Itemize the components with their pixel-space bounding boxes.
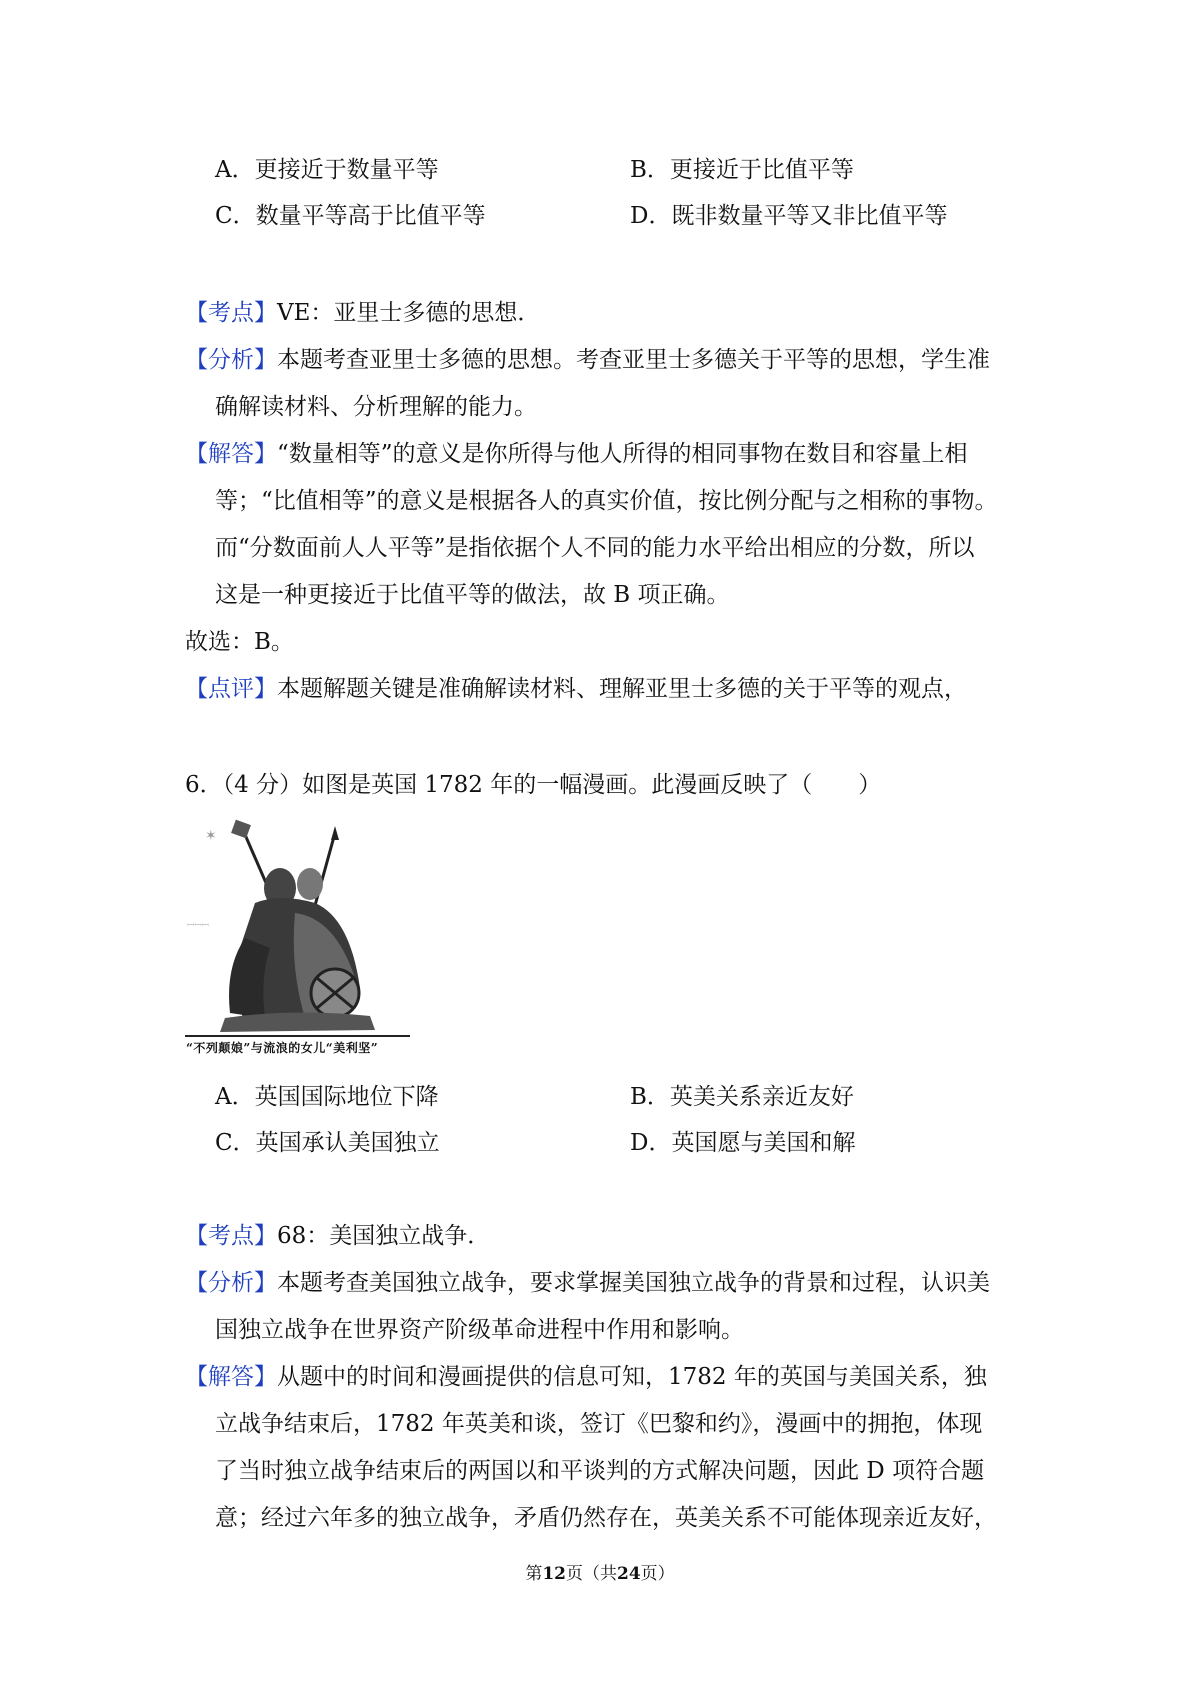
fenxi-tag: 【分析】 — [185, 347, 277, 373]
footer-prefix: 第 — [525, 1564, 543, 1584]
jieda-line: 而“分数面前人人平等”是指依据个人不同的能力水平给出相应的分数，所以 — [215, 535, 975, 561]
jieda-line: “数量相等”的意义是你所得与他人所得的相同事物在数目和容量上相 — [277, 441, 968, 467]
kaodian-text: 68：美国独立战争． — [277, 1223, 491, 1249]
q6-fenxi — [185, 1266, 990, 1300]
fenxi-line: 确解读材料、分析理解的能力。 — [215, 394, 537, 420]
kaodian-tag: 【考点】 — [185, 300, 277, 326]
q5-dianping — [185, 672, 967, 706]
jieda-tag: 【解答】 — [185, 441, 277, 467]
fenxi-line: 本题考查亚里士多德的思想。考查亚里士多德关于平等的思想，学生准 — [277, 347, 990, 373]
cartoon-caption: “不列颠娘”与流浪的女儿“美利坚” — [186, 1041, 379, 1055]
q6-option-b: B．英美关系亲近友好 — [630, 1084, 854, 1110]
svg-text:ꟷꟷꟷ: ꟷꟷꟷ — [187, 921, 209, 931]
jieda-line: 立战争结束后，1782 年英美和谈，签订《巴黎和约》，漫画中的拥抱，体现 — [215, 1411, 983, 1437]
jieda-line: 这是一种更接近于比值平等的做法，故 B 项正确。 — [215, 582, 730, 608]
page-number: 12 — [542, 1564, 566, 1584]
fenxi-tag: 【分析】 — [185, 1270, 277, 1296]
svg-text:✶: ✶ — [205, 828, 217, 844]
q5-fenxi — [185, 343, 990, 377]
q5-jieda — [185, 437, 968, 471]
kaodian-tag: 【考点】 — [185, 1223, 277, 1249]
q6-option-c: C．英国承认美国独立 — [215, 1130, 440, 1156]
q5-option-b: B．更接近于比值平等 — [630, 157, 854, 183]
jieda-line: 意；经过六年多的独立战争，矛盾仍然存在，英美关系不可能体现亲近友好， — [215, 1505, 997, 1531]
page-footer — [0, 1562, 1200, 1586]
q5-option-c: C．数量平等高于比值平等 — [215, 203, 486, 229]
footer-suffix: 页） — [640, 1564, 675, 1584]
q6-stem: 6．（4 分）如图是英国 1782 年的一幅漫画。此漫画反映了（ ） — [185, 772, 882, 798]
dianping-tag: 【点评】 — [185, 676, 277, 702]
total-pages: 24 — [617, 1564, 641, 1584]
q5-kaodian — [185, 296, 540, 330]
jieda-line: 从题中的时间和漫画提供的信息可知，1782 年的英国与美国关系，独 — [277, 1364, 987, 1390]
jieda-tag: 【解答】 — [185, 1364, 277, 1390]
dianping-text: 本题解题关键是准确解读材料、理解亚里士多德的关于平等的观点， — [277, 676, 967, 702]
fenxi-line: 国独立战争在世界资产阶级革命进程中作用和影响。 — [215, 1317, 744, 1343]
q6-kaodian — [185, 1219, 490, 1253]
jieda-line: 了当时独立战争结束后的两国以和平谈判的方式解决问题，因此 D 项符合题 — [215, 1458, 985, 1484]
q6-option-a: A．英国国际地位下降 — [215, 1084, 439, 1110]
kaodian-text: VE：亚里士多德的思想． — [277, 300, 541, 326]
q6-jieda — [185, 1360, 987, 1394]
q5-answer: 故选：B。 — [185, 629, 294, 655]
footer-middle: 页（共 — [566, 1564, 617, 1584]
q5-option-d: D．既非数量平等又非比值平等 — [630, 203, 948, 229]
fenxi-line: 本题考查美国独立战争，要求掌握美国独立战争的背景和过程，认识美 — [277, 1270, 990, 1296]
q6-option-d: D．英国愿与美国和解 — [630, 1130, 856, 1156]
jieda-line: 等；“比值相等”的意义是根据各人的真实价值，按比例分配与之相称的事物。 — [215, 488, 998, 514]
q5-option-a: A．更接近于数量平等 — [215, 157, 439, 183]
cartoon-illustration — [185, 818, 410, 1048]
